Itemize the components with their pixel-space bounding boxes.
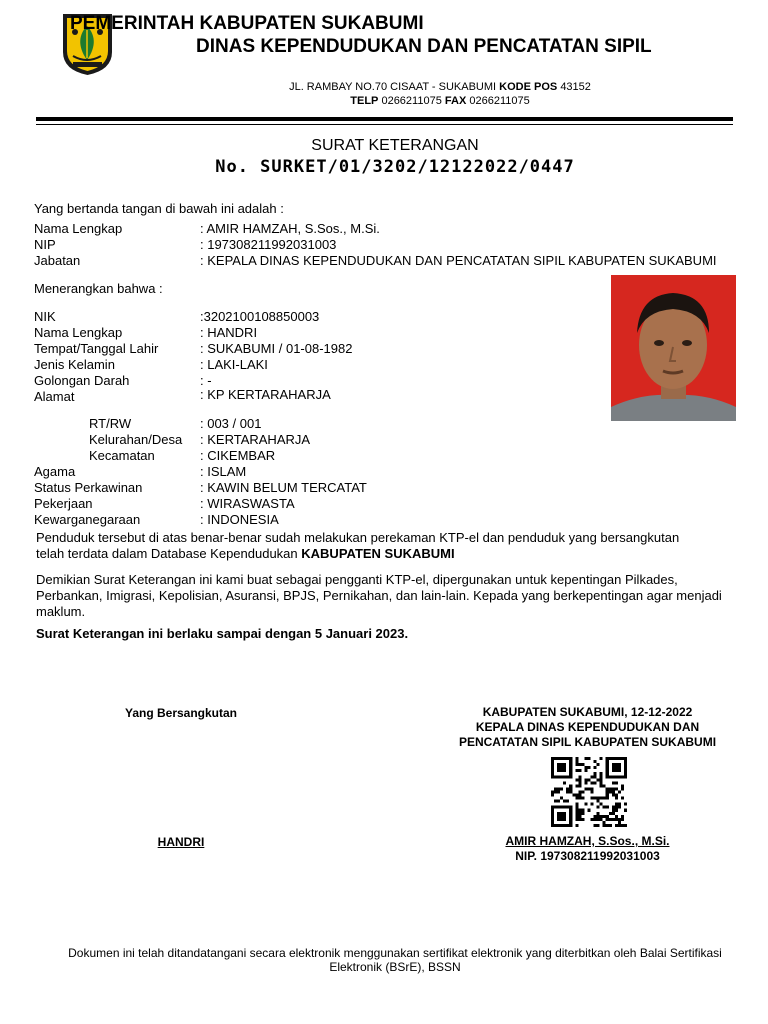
- footer-line-2: Elektronik (BSrE), BSSN: [329, 960, 461, 974]
- signer-label-name: Nama Lengkap: [34, 221, 123, 236]
- validity-note: Surat Keterangan ini berlaku sampai dengan 5 Januari 2023.: [36, 626, 409, 641]
- signer-name: AMIR HAMZAH, S.Sos., M.Si.: [505, 834, 670, 848]
- kodepos-label: KODE POS: [499, 81, 558, 93]
- subject-label-kecamatan: Kecamatan: [89, 448, 155, 463]
- subject-value-status: : KAWIN BELUM TERCATAT: [200, 480, 367, 495]
- header-address: [150, 80, 730, 108]
- fax-label: FAX: [444, 95, 467, 107]
- subject-value-nationality: : INDONESIA: [200, 512, 279, 527]
- telp-value: 0266211075: [381, 95, 442, 107]
- header-title-2: DINAS KEPENDUDUKAN DAN PENCATATAN SIPIL: [196, 36, 652, 57]
- subject-value-agama: : ISLAM: [200, 464, 247, 479]
- left-signature-title: Yang Bersangkutan: [124, 706, 238, 720]
- signer-nip: NIP. 197308211992031003: [515, 849, 660, 863]
- subject-label-rtrw: RT/RW: [89, 416, 132, 431]
- signer-label-jabatan: Jabatan: [34, 253, 81, 268]
- qr-code-icon: [551, 757, 627, 827]
- citizen-photo: [611, 275, 736, 421]
- subject-value-name: : HANDRI: [200, 325, 258, 340]
- statement-paragraph: [36, 530, 746, 562]
- sign-title-2: PENCATATAN SIPIL KABUPATEN SUKABUMI: [458, 735, 717, 749]
- subject-label-nik: NIK: [34, 309, 56, 324]
- subject-value-birth: : SUKABUMI / 01-08-1982: [200, 341, 353, 356]
- signer-value-name: : AMIR HAMZAH, S.Sos., M.Si.: [200, 221, 380, 236]
- sign-title-1: KEPALA DINAS KEPENDUDUKAN DAN: [475, 720, 700, 734]
- subject-label-kelurahan: Kelurahan/Desa: [89, 432, 183, 447]
- footer-line-1: Dokumen ini telah ditandatangani secara elektronik menggunakan sertifikat elektronik yang diterbitkan oleh Balai Sertifikasi: [68, 946, 722, 960]
- subject-value-kecamatan: : CIKEMBAR: [200, 448, 276, 463]
- sign-place-date: KABUPATEN SUKABUMI, 12-12-2022: [482, 705, 693, 719]
- right-signature-name-block: [430, 834, 745, 864]
- fax-value: 0266211075: [469, 95, 530, 107]
- statement-line-1: Penduduk tersebut di atas benar-benar sudah melakukan perekaman KTP-el dan penduduk yang bersangkutan: [36, 530, 680, 545]
- address-text: JL. RAMBAY NO.70 CISAAT - SUKABUMI: [289, 81, 497, 93]
- subject-value-pekerjaan: : WIRASWASTA: [200, 496, 295, 511]
- signer-value-jabatan: : KEPALA DINAS KEPENDUDUKAN DAN PENCATATAN SIPIL KABUPATEN SUKABUMI: [200, 253, 717, 268]
- subject-label-address: Alamat: [34, 389, 75, 404]
- subject-label-birth: Tempat/Tanggal Lahir: [34, 341, 159, 356]
- subject-label-blood: Golongan Darah: [34, 373, 130, 388]
- header-rule-thin: [36, 124, 733, 125]
- subject-label-name: Nama Lengkap: [34, 325, 123, 340]
- subject-value-rtrw: : 003 / 001: [200, 416, 262, 431]
- statement-regency: KABUPATEN SUKABUMI: [301, 546, 455, 561]
- subject-value-blood: : -: [200, 373, 212, 388]
- subject-value-gender: : LAKI-LAKI: [200, 357, 268, 372]
- subject-value-address: : KP KERTARAHARJA: [200, 387, 331, 402]
- subject-label-status: Status Perkawinan: [34, 480, 143, 495]
- subject-label-nationality: Kewarganegaraan: [34, 512, 141, 527]
- right-signature-block: [430, 705, 745, 750]
- kodepos-value: 43152: [560, 81, 591, 93]
- subject-intro: Menerangkan bahwa :: [34, 281, 163, 296]
- signer-intro: Yang bertanda tangan di bawah ini adalah :: [34, 201, 284, 216]
- subject-value-kelurahan: : KERTARAHARJA: [200, 432, 311, 447]
- header-rule-thick: [36, 117, 733, 121]
- electronic-signature-footer: [30, 946, 760, 974]
- left-signature-name: HANDRI: [157, 835, 205, 849]
- purpose-paragraph: Demikian Surat Keterangan ini kami buat sebagai pengganti KTP-el, dipergunakan untuk kepentingan Pilkades, Perbankan, Imigrasi, Kepolisian, Asuransi, BPJS, Pernikahan, dan lain-lain. Kepada yang berkepentingan agar menjadi maklum.: [36, 572, 722, 619]
- document-title: SURAT KETERANGAN: [311, 137, 479, 154]
- signer-value-nip: : 197308211992031003: [200, 237, 337, 252]
- signer-label-nip: NIP: [34, 237, 56, 252]
- subject-label-agama: Agama: [34, 464, 76, 479]
- document-number: No. SURKET/01/3202/12122022/0447: [215, 157, 575, 177]
- telp-label: TELP: [350, 95, 379, 107]
- header-title-1: PEMERINTAH KABUPATEN SUKABUMI: [70, 13, 424, 34]
- statement-line-2: telah terdata dalam Database Kependudukan: [36, 546, 298, 561]
- subject-label-pekerjaan: Pekerjaan: [34, 496, 93, 511]
- subject-value-nik: :3202100108850003: [200, 309, 320, 324]
- subject-label-gender: Jenis Kelamin: [34, 357, 115, 372]
